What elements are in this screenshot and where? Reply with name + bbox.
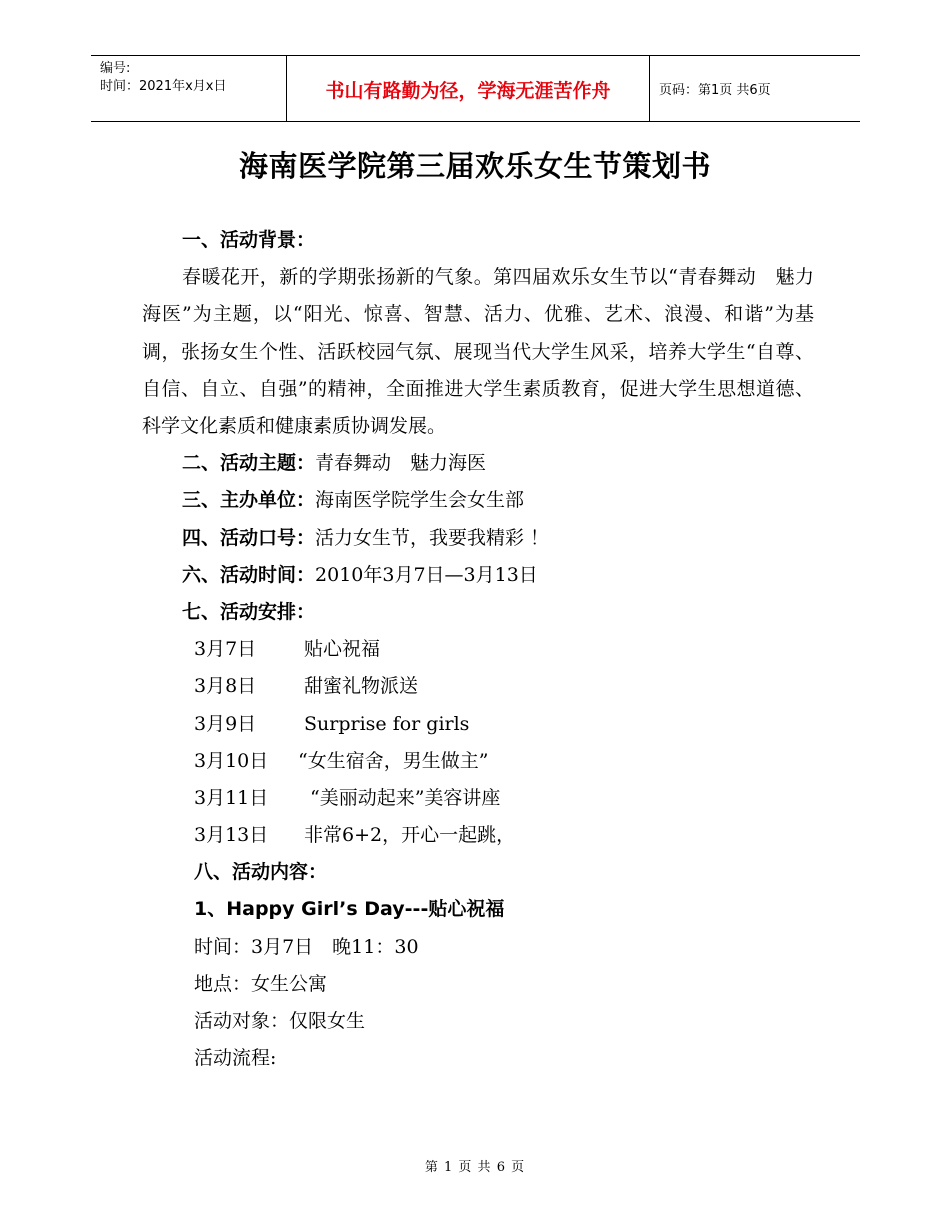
slogan-line (142, 520, 814, 557)
slogan-label: 四、活动口号： (182, 526, 316, 549)
schedule-date: 3月8日 (194, 675, 257, 698)
schedule-date: 3月11日 (194, 786, 269, 809)
schedule-row (142, 706, 814, 743)
subsection-title: 1、Happy Girl’s Day---贴心祝福 (194, 898, 505, 921)
document-title: 海南医学院第三届欢乐女生节策划书 (238, 149, 711, 183)
organizer-label: 三、主办单位： (182, 489, 316, 512)
header-motto: 书山有路勤为径，学海无涯苦作舟 (287, 56, 650, 121)
schedule-row (142, 668, 814, 705)
schedule-date: 3月7日 (194, 638, 257, 661)
schedule-date: 3月10日 (194, 749, 269, 772)
subsection-time: 时间：3月7日 晚11：30 (194, 935, 419, 958)
schedule-row (142, 780, 814, 817)
time-line (142, 557, 814, 594)
schedule-row (142, 631, 814, 668)
number-label: 编号: (100, 61, 131, 76)
schedule-heading: 七、活动安排： (182, 600, 316, 623)
schedule-date: 3月9日 (194, 712, 257, 735)
time-label: 时间：2021年x月x日 (100, 79, 227, 94)
content-heading: 八、活动内容： (194, 861, 328, 884)
page-footer: 第 1 页 共 6 页 (424, 1160, 526, 1175)
organizer-line (142, 482, 814, 519)
header-meta-cell (91, 56, 287, 121)
slogan-value: 活力女生节，我要我精彩 ！ (315, 526, 550, 549)
organizer-value: 海南医学院学生会女生部 (315, 489, 525, 512)
schedule-row (142, 817, 814, 854)
schedule-row (142, 743, 814, 780)
background-heading: 一、活动背景： (182, 229, 316, 251)
subsection-flow: 活动流程: (194, 1047, 277, 1070)
header-table (91, 55, 860, 122)
schedule-date: 3月13日 (194, 824, 269, 847)
theme-line (142, 445, 814, 482)
schedule-event: Surprise for girls (304, 712, 470, 735)
header-page-info: 页码：第1页 共6页 (659, 83, 771, 98)
schedule-event: 甜蜜礼物派送 (304, 675, 419, 698)
schedule-event: 非常6+2，开心一起跳， (304, 824, 516, 847)
theme-value: 青春舞动 魅力海医 (315, 452, 487, 475)
background-paragraph: 春暖花开，新的学期张扬新的气象。第四届欢乐女生节以“青春舞动 魅力海医”为主题，以“阳光、惊喜、智慧、活力、优雅、艺术、浪漫、和谐”为基调，张扬女生个性、活跃校园气氛、展现当代大学生风采，培养大学生“自尊、自信、自立、自强”的精神，全面推进大学生素质教育，促进大学生思想道德、科学文化素质和健康素质协调发展。 (142, 266, 814, 437)
schedule-event: 贴心祝福 (304, 638, 381, 661)
schedule-event: “女生宿舍，男生做主” (298, 749, 489, 772)
subsection-target: 活动对象：仅限女生 (194, 1010, 366, 1033)
subsection-place: 地点：女生公寓 (194, 972, 328, 995)
schedule-event: “美丽动起来”美容讲座 (310, 786, 501, 809)
theme-label: 二、活动主题： (182, 452, 316, 475)
time-label: 六、活动时间： (182, 563, 316, 586)
document-body (142, 222, 814, 1077)
time-value: 2010年3月7日—3月13日 (315, 563, 538, 586)
